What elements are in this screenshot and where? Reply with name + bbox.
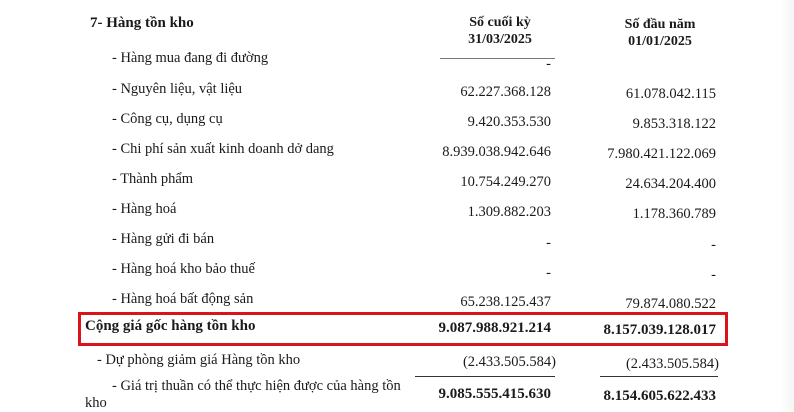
row-label: - Công cụ, dụng cụ [112, 111, 223, 127]
section-title: 7- Hàng tồn kho [90, 15, 194, 31]
column-header-start-year [580, 16, 740, 50]
provision-value-start: (2.433.505.584) [625, 356, 719, 372]
row-label: - Hàng hoá kho bảo thuế [112, 261, 255, 277]
net-label-line2: kho [85, 395, 107, 411]
row-value-start: 79.874.080.522 [625, 296, 716, 312]
row-label: - Hàng mua đang đi đường [112, 50, 269, 66]
column-header-end-date: 31/03/2025 [468, 32, 532, 47]
row-value-end: 62.227.368.128 [460, 84, 551, 100]
net-top-rule-start [600, 376, 718, 377]
row-value-end: - [546, 265, 551, 281]
net-top-rule-end [415, 376, 555, 377]
net-value-end: 9.085.555.415.630 [438, 386, 551, 402]
row-value-end: 65.238.125.437 [460, 294, 551, 310]
row-value-start: 24.634.204.400 [625, 176, 716, 192]
column-header-end-label: Số cuối kỳ [469, 15, 531, 30]
row-value-start: 7.980.421.122.069 [607, 146, 716, 162]
row-value-start: - [711, 267, 716, 283]
total-label: Cộng giá gốc hàng tồn kho [85, 318, 256, 334]
row-value-end: 10.754.249.270 [460, 174, 551, 190]
row-value-start: 9.853.318.122 [632, 116, 716, 132]
net-value-start: 8.154.605.622.433 [603, 388, 716, 404]
row-value-end: 1.309.882.203 [467, 204, 551, 220]
column-header-end-period [420, 14, 580, 48]
page-edge-shadow [780, 0, 794, 412]
header-divider [440, 58, 555, 59]
net-label-line1: - Giá trị thuần có thể thực hiện được của hàng tồn [112, 378, 401, 394]
row-value-end: - [546, 235, 551, 251]
provision-label: - Dự phòng giảm giá Hàng tồn kho [97, 352, 301, 368]
row-label: - Hàng hoá [112, 201, 177, 217]
total-value-start: 8.157.039.128.017 [603, 322, 716, 338]
total-highlight-box [78, 312, 728, 346]
row-label: - Hàng hoá bất động sản [112, 291, 254, 307]
row-value-start: - [711, 237, 716, 253]
provision-value-end: (2.433.505.584) [462, 354, 556, 370]
column-header-start-label: Số đầu năm [624, 17, 696, 32]
total-value-end: 9.087.988.921.214 [438, 320, 551, 336]
row-label: - Thành phẩm [112, 171, 194, 187]
row-value-end: 9.420.353.530 [467, 114, 551, 130]
row-label: - Nguyên liệu, vật liệu [112, 81, 243, 97]
row-value-start: 1.178.360.789 [632, 206, 716, 222]
row-label: - Chi phí sản xuất kinh doanh dở dang [112, 141, 334, 157]
row-label: - Hàng gửi đi bán [112, 231, 215, 247]
row-value-end: - [546, 56, 551, 72]
column-header-start-date: 01/01/2025 [628, 34, 692, 49]
row-value-start: 61.078.042.115 [625, 86, 716, 102]
net-label [85, 378, 415, 412]
row-value-end: 8.939.038.942.646 [442, 144, 551, 160]
